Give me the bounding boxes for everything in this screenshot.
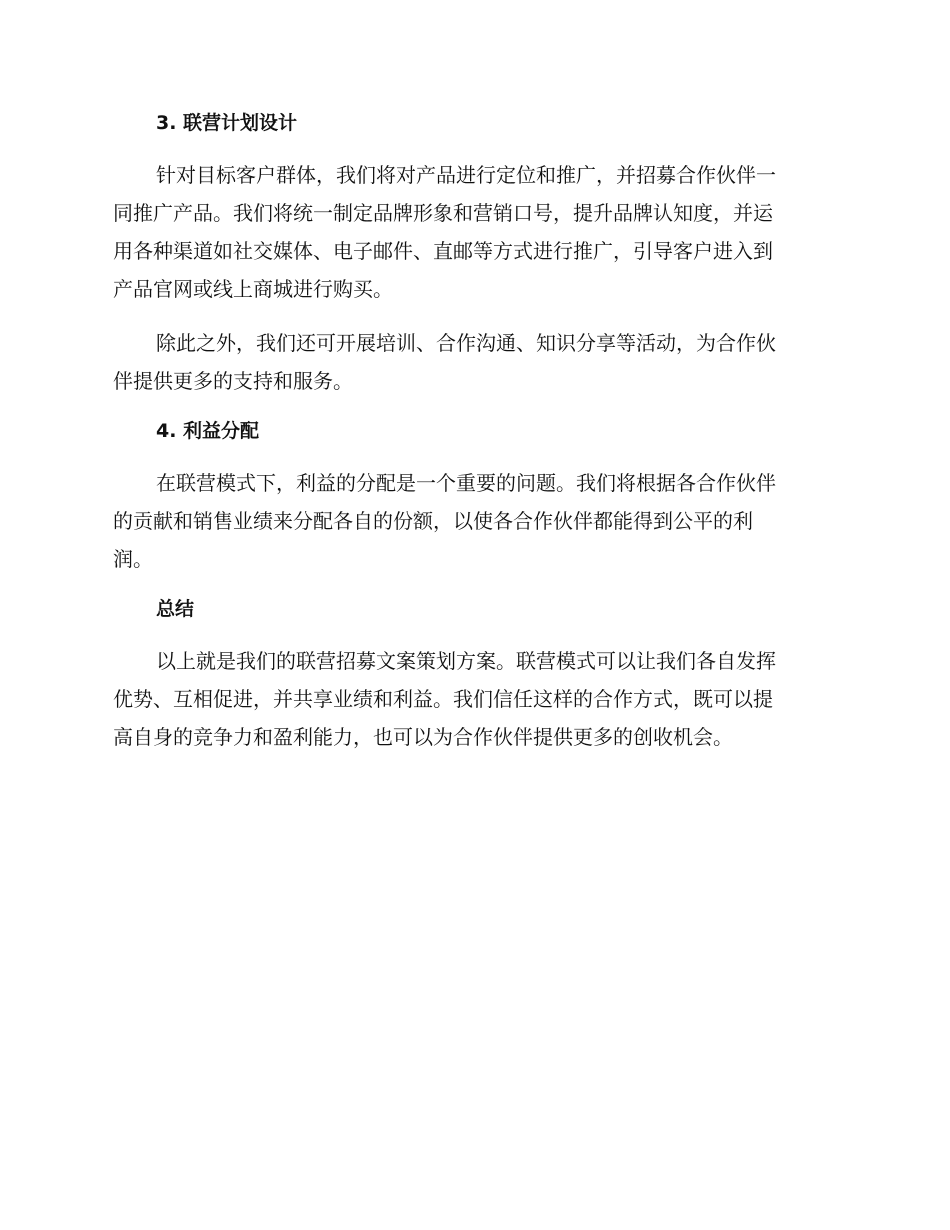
paragraph	[113, 324, 833, 400]
paragraph-line: 以上就是我们的联营招募文案策划方案。联营模式可以让我们各自发挥	[156, 649, 776, 673]
paragraph-line: 产品官网或线上商城进行购买。	[113, 277, 393, 301]
paragraph-line: 优势、互相促进，并共享业绩和利益。我们信任这样的合作方式，既可以提	[113, 687, 773, 711]
paragraph-line: 的贡献和销售业绩来分配各自的份额，以使各合作伙伴都能得到公平的利	[113, 509, 753, 533]
paragraph-line: 润。	[113, 547, 153, 571]
paragraph	[113, 642, 833, 756]
paragraph-line: 同推广产品。我们将统一制定品牌形象和营销口号，提升品牌认知度，并运	[113, 201, 773, 225]
section-heading: 4. 利益分配	[156, 420, 260, 442]
paragraph-line: 除此之外，我们还可开展培训、合作沟通、知识分享等活动，为合作伙	[156, 331, 776, 355]
paragraph-line: 在联营模式下，利益的分配是一个重要的问题。我们将根据各合作伙伴	[156, 471, 776, 495]
paragraph-line: 用各种渠道如社交媒体、电子邮件、直邮等方式进行推广，引导客户进入到	[113, 239, 773, 263]
document-page	[113, 108, 833, 772]
paragraph-line: 高自身的竞争力和盈利能力，也可以为合作伙伴提供更多的创收机会。	[113, 725, 733, 749]
section-heading: 3. 联营计划设计	[156, 112, 298, 134]
paragraph	[113, 156, 833, 308]
paragraph-line: 针对目标客户群体，我们将对产品进行定位和推广，并招募合作伙伴一	[156, 163, 776, 187]
paragraph	[113, 464, 833, 578]
section-heading: 总结	[156, 598, 195, 620]
paragraph-line: 伴提供更多的支持和服务。	[113, 369, 353, 393]
